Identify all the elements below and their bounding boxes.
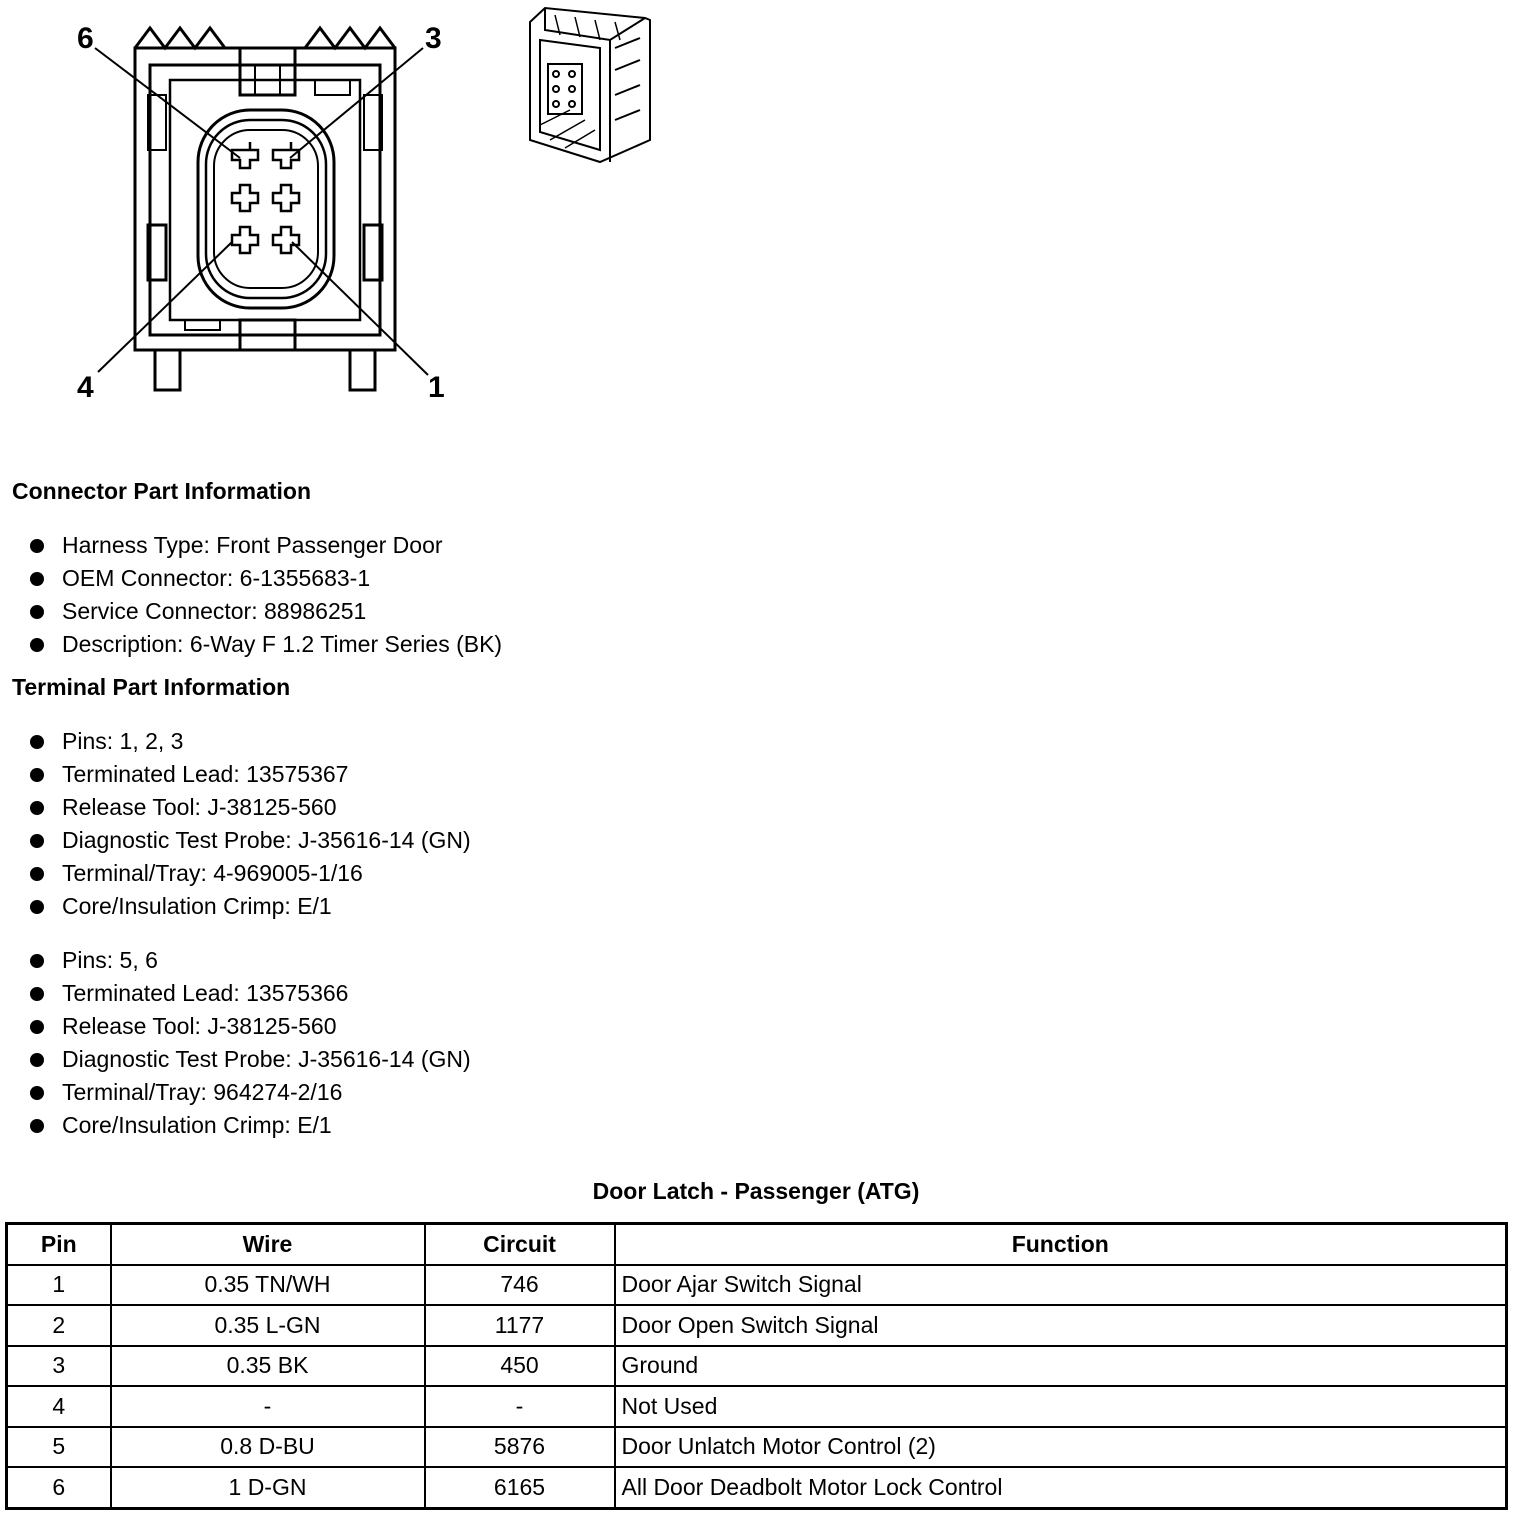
list-item: Description: 6-Way F 1.2 Timer Series (BK) bbox=[28, 628, 502, 661]
terminal-info-list-1 bbox=[28, 725, 471, 923]
cell-function: Door Open Switch Signal bbox=[615, 1305, 1507, 1346]
header-function: Function bbox=[615, 1224, 1507, 1265]
cell-circuit: 450 bbox=[425, 1346, 615, 1387]
list-item: Core/Insulation Crimp: E/1 bbox=[28, 1109, 471, 1142]
table-header-row bbox=[7, 1224, 1507, 1265]
terminal-info-title: Terminal Part Information bbox=[12, 674, 291, 700]
table-row bbox=[7, 1305, 1507, 1346]
cell-pin: 1 bbox=[7, 1265, 111, 1306]
cell-wire: 1 D-GN bbox=[111, 1467, 425, 1508]
connector-thumbnail-icon bbox=[530, 8, 650, 162]
table-row bbox=[7, 1346, 1507, 1387]
list-item: OEM Connector: 6-1355683-1 bbox=[28, 562, 502, 595]
header-pin: Pin bbox=[7, 1224, 111, 1265]
cell-circuit: 746 bbox=[425, 1265, 615, 1306]
cell-wire: 0.35 BK bbox=[111, 1346, 425, 1387]
list-item: Pins: 1, 2, 3 bbox=[28, 725, 471, 758]
cell-wire: 0.35 TN/WH bbox=[111, 1265, 425, 1306]
table-row bbox=[7, 1386, 1507, 1427]
list-item: Service Connector: 88986251 bbox=[28, 595, 502, 628]
header-wire: Wire bbox=[111, 1224, 425, 1265]
connector-info-list bbox=[28, 529, 502, 661]
list-item: Terminal/Tray: 4-969005-1/16 bbox=[28, 857, 471, 890]
cell-pin: 2 bbox=[7, 1305, 111, 1346]
cell-wire: 0.35 L-GN bbox=[111, 1305, 425, 1346]
cell-function: All Door Deadbolt Motor Lock Control bbox=[615, 1467, 1507, 1508]
cell-function: Door Unlatch Motor Control (2) bbox=[615, 1427, 1507, 1468]
table-row bbox=[7, 1265, 1507, 1306]
cell-function: Not Used bbox=[615, 1386, 1507, 1427]
cell-pin: 6 bbox=[7, 1467, 111, 1508]
cell-circuit: 5876 bbox=[425, 1427, 615, 1468]
list-item: Core/Insulation Crimp: E/1 bbox=[28, 890, 471, 923]
connector-info-title: Connector Part Information bbox=[12, 478, 312, 504]
pin-label-1: 1 bbox=[428, 371, 445, 404]
list-item: Terminated Lead: 13575367 bbox=[28, 758, 471, 791]
cell-circuit: 6165 bbox=[425, 1467, 615, 1508]
connector-diagram bbox=[0, 0, 700, 420]
list-item: Diagnostic Test Probe: J-35616-14 (GN) bbox=[28, 1043, 471, 1076]
pin-label-4: 4 bbox=[77, 371, 94, 404]
list-item: Terminated Lead: 13575366 bbox=[28, 977, 471, 1010]
cell-pin: 5 bbox=[7, 1427, 111, 1468]
cell-wire: - bbox=[111, 1386, 425, 1427]
cell-pin: 3 bbox=[7, 1346, 111, 1387]
terminal-info-list-2 bbox=[28, 944, 471, 1142]
table-row bbox=[7, 1467, 1507, 1508]
header-circuit: Circuit bbox=[425, 1224, 615, 1265]
list-item: Release Tool: J-38125-560 bbox=[28, 791, 471, 824]
cell-wire: 0.8 D-BU bbox=[111, 1427, 425, 1468]
list-item: Release Tool: J-38125-560 bbox=[28, 1010, 471, 1043]
pin-table-title: Door Latch - Passenger (ATG) bbox=[592, 1178, 920, 1204]
pin-table bbox=[5, 1222, 1508, 1510]
pin-label-6: 6 bbox=[77, 22, 94, 55]
cell-function: Door Ajar Switch Signal bbox=[615, 1265, 1507, 1306]
cell-circuit: 1177 bbox=[425, 1305, 615, 1346]
cell-pin: 4 bbox=[7, 1386, 111, 1427]
table-row bbox=[7, 1427, 1507, 1468]
list-item: Diagnostic Test Probe: J-35616-14 (GN) bbox=[28, 824, 471, 857]
list-item: Terminal/Tray: 964274-2/16 bbox=[28, 1076, 471, 1109]
cell-function: Ground bbox=[615, 1346, 1507, 1387]
cell-circuit: - bbox=[425, 1386, 615, 1427]
list-item: Harness Type: Front Passenger Door bbox=[28, 529, 502, 562]
pin-label-3: 3 bbox=[425, 22, 442, 55]
list-item: Pins: 5, 6 bbox=[28, 944, 471, 977]
